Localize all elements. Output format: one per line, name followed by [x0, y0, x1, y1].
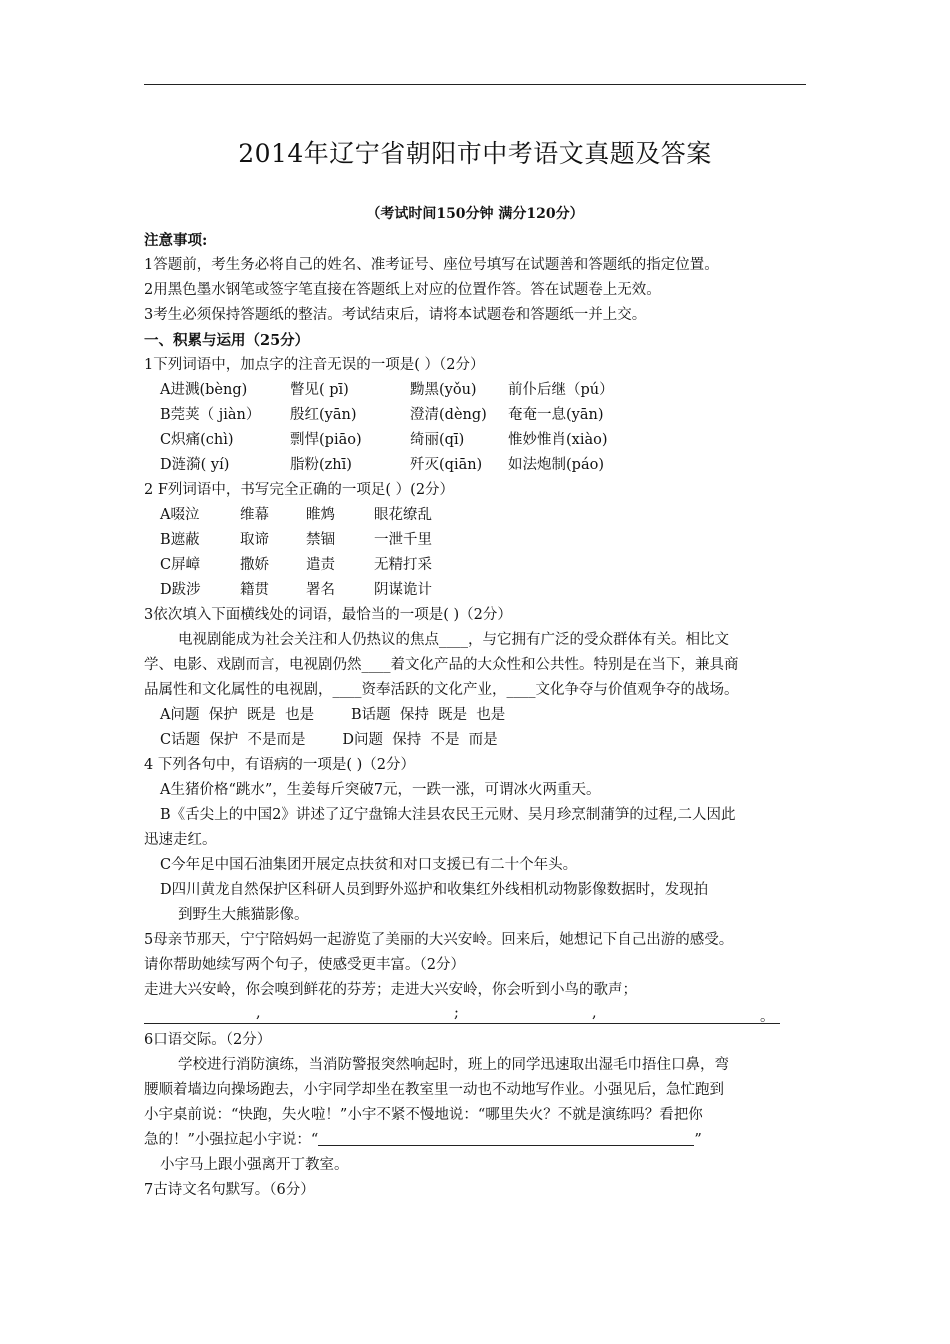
q2-option: A啜泣	[160, 507, 200, 523]
q4-option-a: A生猪价格“跳水”，生姜每斤突破7元，一跌一涨，可谓冰火两重天。	[160, 782, 601, 798]
q2-option: 遣责	[306, 557, 335, 573]
q2-option: B遮蔽	[160, 532, 200, 548]
q6-answer-blank[interactable]	[318, 1129, 694, 1146]
q4-option-d-cont: 到野生大熊猫影像。	[178, 907, 309, 923]
q1-option: 惟妙惟肖(xiào)	[508, 432, 608, 448]
q1-option: D涟漪( yí)	[160, 457, 230, 473]
q1-option: 瞥见( pī)	[290, 382, 349, 398]
answer-underline	[144, 1023, 780, 1024]
q1-option: 殷红(yān)	[290, 407, 357, 423]
q1-option-row	[144, 453, 808, 478]
q2-option-row	[144, 578, 808, 603]
q4-option-b: B《舌尖上的中国2》讲述了辽宁盘锦大洼县农民王元财、吴月珍烹制蒲笋的过程,二人因此	[160, 807, 736, 823]
q1-option: 澄清(dèng)	[410, 407, 487, 423]
q2-option: 维幕	[240, 507, 269, 523]
q2-option-row	[144, 528, 808, 553]
q6-quote-end: ”	[694, 1132, 702, 1148]
q6-passage-line: 学校进行消防演练，当消防警报突然响起时，班上的同学迅速取出湿毛巾捂住口鼻，弯	[178, 1057, 729, 1073]
q2-option: 籍贯	[240, 582, 269, 598]
q1-option: 前仆后继（pú）	[508, 382, 614, 398]
note-item: 3考生必须保持答题纸的整洁。考试结束后，请将本试题卷和答题纸一并上交。	[144, 307, 647, 323]
q2-option: 无精打采	[374, 557, 432, 573]
q4-option-c: C今年足中国石油集团开展定点扶贫和对口支援已有二十个年头。	[160, 857, 578, 873]
section-heading: 一、积累与运用（25分）	[144, 332, 310, 349]
question-6-stem: 6口语交际。（2分）	[144, 1032, 272, 1048]
q1-option-row	[144, 403, 808, 428]
q5-mark: ;	[454, 1005, 459, 1021]
question-5-stem: 5母亲节那天，宁宁陪妈妈一起游览了美丽的大兴安岭。回来后，她想记下自己出游的感受。	[144, 932, 734, 948]
note-item: 2用黑色墨水钢笔或签字笔直接在答题纸上对应的位置作答。答在试题卷上无效。	[144, 282, 661, 298]
q1-option: 歼灭(qiān)	[410, 457, 483, 473]
q2-option: C屏嶂	[160, 557, 201, 573]
q5-mark: ,	[592, 1005, 597, 1021]
q2-option: 睢鸩	[306, 507, 335, 523]
note-item: 1答题前，考生务必将自己的姓名、准考证号、座位号填写在试题善和答题纸的指定位置。	[144, 257, 719, 273]
question-3-stem: 3依次填入下面横线处的词语，最恰当的一项是( )（2分）	[144, 607, 512, 623]
question-1-stem: 1下列词语中，加点字的注音无误的一项是( ）（2分）	[144, 357, 485, 373]
q2-option: 一泄千里	[374, 532, 432, 548]
q1-option: 黝黑(yǒu)	[410, 382, 477, 398]
page-title: 2014年辽宁省朝阳市中考语文真题及答案	[238, 139, 712, 168]
document-body	[144, 228, 808, 1203]
q1-option: C炽痛(chì)	[160, 432, 234, 448]
question-7-stem: 7古诗文名句默写。（6分）	[144, 1182, 315, 1198]
exam-info: （考试时间150分钟 满分120分）	[366, 206, 584, 222]
q5-mark: 。	[760, 1009, 775, 1025]
q2-option: 眼花缭乱	[374, 507, 432, 523]
q3-options: C话题 保护 不是而是 D问题 保持 不是 而是	[160, 732, 498, 748]
q1-option: 奄奄一息(yān)	[508, 407, 604, 423]
q3-passage-line: 学、电影、戏剧而言，电视剧仍然____着文化产品的大众性和公共性。特别是在当下，兼具商	[144, 657, 739, 673]
q2-option: 撒娇	[240, 557, 269, 573]
q3-passage-line: 品属性和文化属性的电视剧，____资奉活跃的文化产业，____文化争夺与价值观争夺的战场。	[144, 682, 739, 698]
q2-option-row	[144, 553, 808, 578]
q6-passage-line: 小宇马上跟小强离开丁教室。	[160, 1157, 349, 1173]
q6-passage-line	[144, 1128, 808, 1153]
question-5-stem-cont: 请你帮助她续写两个句子，使感受更丰富。（2分）	[144, 957, 465, 973]
top-rule	[144, 84, 806, 85]
q1-option: 绮丽(qī)	[410, 432, 465, 448]
q4-option-b-cont: 迅速走红。	[144, 832, 217, 848]
q3-passage-line: 电视剧能成为社会关注和人仍热议的焦点____，与它拥有广泛的受众群体有关。相比文	[178, 632, 729, 648]
q5-mark: ,	[256, 1005, 261, 1021]
q3-options: A问题 保护 既是 也是 B话题 保持 既是 也是	[160, 707, 506, 723]
q2-option: 阴谋诡计	[374, 582, 432, 598]
q1-option-row	[144, 428, 808, 453]
q6-passage-line: 小宇桌前说：“快跑，失火啦！”小宇不紧不慢地说：“哪里失火？不就是演练吗？看把你	[144, 1107, 703, 1123]
q1-option: B莞荚（ jiàn）	[160, 407, 261, 423]
q1-option: 剽悍(piāo)	[290, 432, 362, 448]
q2-option-row	[144, 503, 808, 528]
q2-option: 署名	[306, 582, 335, 598]
question-2-stem: 2 F列词语中，书写完全正确的一项足( ）(2分）	[144, 482, 455, 498]
q1-option-row	[144, 378, 808, 403]
q1-option: 脂粉(zhī)	[290, 457, 352, 473]
q1-option: A进溅(bèng)	[160, 382, 248, 398]
q6-quote-start: 急的！”小强拉起小宇说：“	[144, 1132, 319, 1148]
q1-option: 如法炮制(páo)	[508, 457, 604, 473]
q2-option: D跋涉	[160, 582, 201, 598]
q6-passage-line: 腰顺着墙边向操场跑去，小宇同学却坐在教室里一动也不动地写作业。小强见后，急忙跑到	[144, 1082, 724, 1098]
q5-prompt-line: 走进大兴安岭，你会嗅到鲜花的芬芳；走进大兴安岭，你会听到小鸟的歌声；	[144, 982, 637, 998]
q2-option: 禁锢	[306, 532, 335, 548]
q5-answer-blank[interactable]	[144, 1003, 808, 1028]
notes-heading: 注意事项:	[144, 232, 208, 249]
q2-option: 取谛	[240, 532, 269, 548]
question-4-stem: 4 下列各句中，有语病的一项是( )（2分）	[144, 757, 415, 773]
q4-option-d: D四川黄龙自然保护区科研人员到野外巡护和收集红外线相机动物影像数据时，发现拍	[160, 882, 709, 898]
